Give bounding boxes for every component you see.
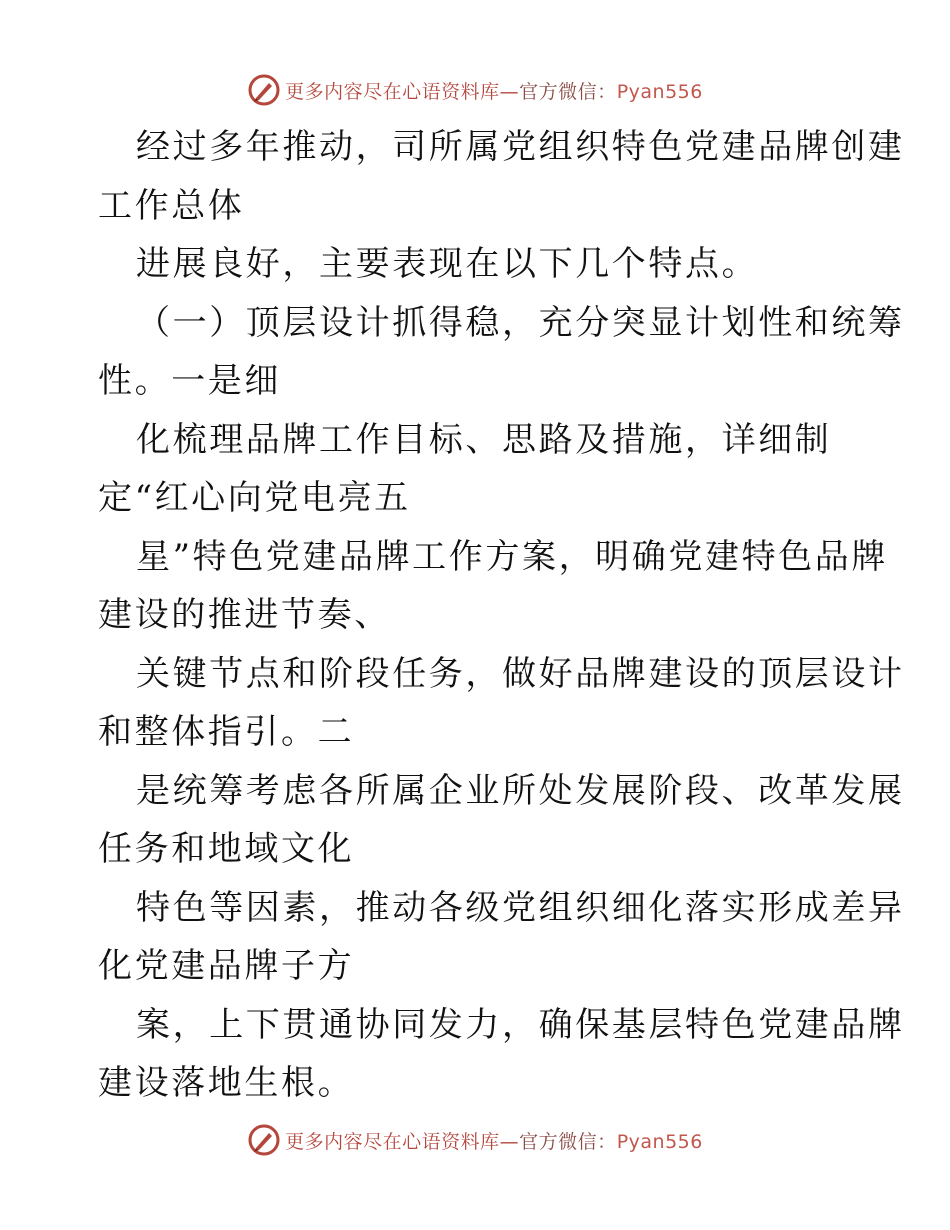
text-line: 进展良好，主要表现在以下几个特点。 xyxy=(136,244,759,284)
pen-logo-icon xyxy=(247,1123,281,1157)
text-line: 定“红心向党电亮五 xyxy=(98,478,411,518)
footer-watermark xyxy=(0,1120,950,1160)
watermark-main: 更多内容尽在心语资料库 xyxy=(285,80,500,103)
text-line: 特色等因素，推动各级党组织细化落实形成差异 xyxy=(136,887,905,928)
text-line: 任务和地域文化 xyxy=(98,829,355,869)
text-line: 工作总体 xyxy=(98,185,245,226)
watermark-dash: — xyxy=(499,80,520,103)
text-line: 化梳理品牌工作目标、思路及措施，详细制 xyxy=(136,419,832,460)
text-line: 建设落地生根。 xyxy=(98,1063,355,1103)
watermark-dash: — xyxy=(499,1130,520,1153)
watermark-text xyxy=(285,77,703,104)
text-line: 性。一是细 xyxy=(98,361,281,401)
document-body xyxy=(98,118,905,1113)
watermark-id: Pyan556 xyxy=(616,80,703,103)
text-line: 是统筹考虑各所属企业所处发展阶段、改革发展 xyxy=(136,770,905,811)
text-line: 案，上下贯通协同发力，确保基层特色党建品牌 xyxy=(136,1004,905,1045)
text-line: 化党建品牌子方 xyxy=(98,946,355,986)
watermark-text xyxy=(285,1127,703,1154)
text-line: 建设的推进节奏、 xyxy=(98,595,391,635)
text-line: （一）顶层设计抓得稳，充分突显计划性和统筹 xyxy=(136,302,905,343)
text-line: 经过多年推动，司所属党组织特色党建品牌创建 xyxy=(136,127,905,167)
watermark-label: 官方微信： xyxy=(519,1130,617,1153)
text-line: 星”特色党建品牌工作方案，明确党建特色品牌 xyxy=(136,536,888,577)
text-line: 和整体指引。二 xyxy=(98,712,355,752)
text-line: 关键节点和阶段任务，做好品牌建设的顶层设计 xyxy=(136,653,905,694)
watermark-id: Pyan556 xyxy=(616,1130,703,1153)
watermark-label: 官方微信： xyxy=(519,80,617,103)
watermark-main: 更多内容尽在心语资料库 xyxy=(285,1130,500,1153)
pen-logo-icon xyxy=(247,73,281,107)
header-watermark xyxy=(0,70,950,110)
